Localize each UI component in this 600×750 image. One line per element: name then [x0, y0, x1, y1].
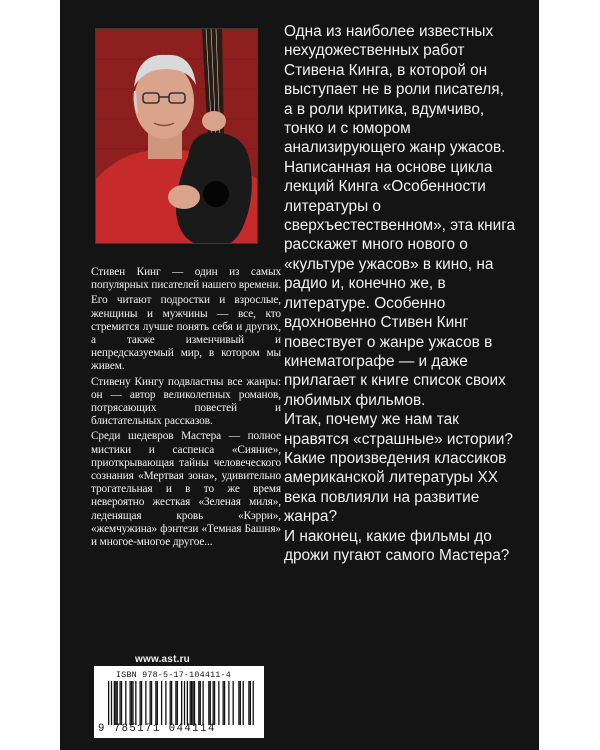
barcode-bar — [111, 681, 112, 725]
barcode-bar — [171, 681, 172, 725]
barcode-bar — [131, 681, 132, 725]
barcode-bar — [208, 681, 209, 725]
barcode-bars — [108, 681, 254, 725]
barcode-bar — [233, 681, 234, 725]
barcode-bar — [132, 681, 133, 725]
barcode-bar — [240, 681, 241, 725]
barcode-bar — [129, 681, 130, 725]
isbn-label: ISBN 978-5-17-104411-4 — [116, 670, 231, 680]
description-paragraph-4: И наконец, какие фильмы до дрожи пугают самого Мастера? — [284, 527, 510, 564]
barcode-bar — [181, 681, 182, 725]
barcode-bar — [177, 681, 178, 725]
bio-paragraph-1: Стивен Кинг — один из самых популярных писателей нашего времени. — [91, 266, 281, 292]
bio-paragraph-4: Среди шедевров Мастера — полное мистики и саспенса «Сияние», приоткрывающая тайны человеческого сознания «Мертвая зона», удивительно трогательная и в то же время невероятно жесткая «Зеленая миля», леденящая кровь «Кэрри», «жемчужина» фэнтези «Темная Башня» и многое-многое другое... — [91, 430, 281, 549]
barcode-bar — [184, 681, 185, 725]
barcode-bar — [117, 681, 118, 725]
bio-paragraph-2: Его читают подростки и взрослые, женщины и мужчины — все, кто стремится лучше понять себя и других, а также изменчивый и непредсказуемый мир, в котором мы живем. — [91, 294, 281, 373]
barcode-bar — [214, 681, 215, 725]
barcode-bar — [192, 681, 193, 725]
barcode-bar — [223, 681, 224, 725]
description-paragraph-3: Итак, почему же нам так нравятся «страшные» истории? Какие произведения классиков американской литературы XX века повлияли на развитие жанра? — [284, 411, 513, 526]
barcode-bar — [114, 681, 115, 725]
barcode-bar — [115, 681, 116, 725]
barcode-bar — [210, 681, 211, 725]
barcode-bar — [194, 681, 195, 725]
barcode-bar — [228, 681, 229, 725]
author-photo — [95, 28, 258, 244]
barcode-bar — [125, 681, 126, 725]
barcode-bar — [165, 681, 166, 725]
barcode-bar — [243, 681, 244, 725]
bio-paragraph-3: Стивену Кингу подвластны все жанры: он — автор великолепных романов, потрясающих повестей и блистательных рассказов. — [91, 375, 281, 428]
book-back-cover — [60, 0, 539, 750]
barcode-bar — [135, 681, 136, 725]
barcode-bar — [253, 681, 254, 725]
publisher-website: www.ast.ru — [135, 654, 190, 665]
author-bio — [91, 266, 281, 551]
barcode-bar — [200, 681, 201, 725]
barcode-bar — [212, 681, 213, 725]
book-description — [284, 22, 516, 565]
barcode-bar — [202, 681, 203, 725]
barcode-bar — [175, 681, 176, 725]
barcode-bar — [145, 681, 146, 725]
barcode-bar — [121, 681, 122, 725]
barcode-bar — [150, 681, 151, 725]
barcode-bar — [238, 681, 239, 725]
barcode-panel — [94, 666, 264, 738]
barcode-bar — [191, 681, 192, 725]
barcode-bar — [119, 681, 120, 725]
barcode-bar — [190, 681, 191, 725]
barcode-bar — [248, 681, 249, 725]
barcode-bar — [141, 681, 142, 725]
barcode-bar — [161, 681, 162, 725]
barcode-bar — [187, 681, 188, 725]
barcode-bar — [155, 681, 156, 725]
description-paragraph-1: Одна из наиболее известных нехудожественных работ Стивена Кинга, в которой он выступает не в роли писателя, а в роли критика, вдумчиво, тонко и с юмором анализирующего жанр ужасов. — [284, 23, 506, 157]
barcode-bar — [157, 681, 158, 725]
barcode-bar — [224, 681, 225, 725]
ean-digits: 9 785171 044114 — [98, 723, 216, 735]
barcode-bar — [151, 681, 152, 725]
barcode-bar — [250, 681, 251, 725]
description-paragraph-2: Написанная на основе цикла лекций Кинга «Особенности литературы о сверхъестественном», эта книга расскажет много нового о «культуре ужасов» в кино, на радио и, конечно же, в литературе. Особенно вдохновенно Стивен Кинг повествует о жанре ужасов в кинематографе — и даже прилагает к книге список своих любимых фильмов. — [284, 158, 516, 409]
barcode-bar — [218, 681, 219, 725]
barcode-bar — [108, 681, 109, 725]
barcode-bar — [198, 681, 199, 725]
barcode-bar — [170, 681, 171, 725]
author-photo-illustration — [96, 29, 257, 243]
barcode-bar — [139, 681, 140, 725]
